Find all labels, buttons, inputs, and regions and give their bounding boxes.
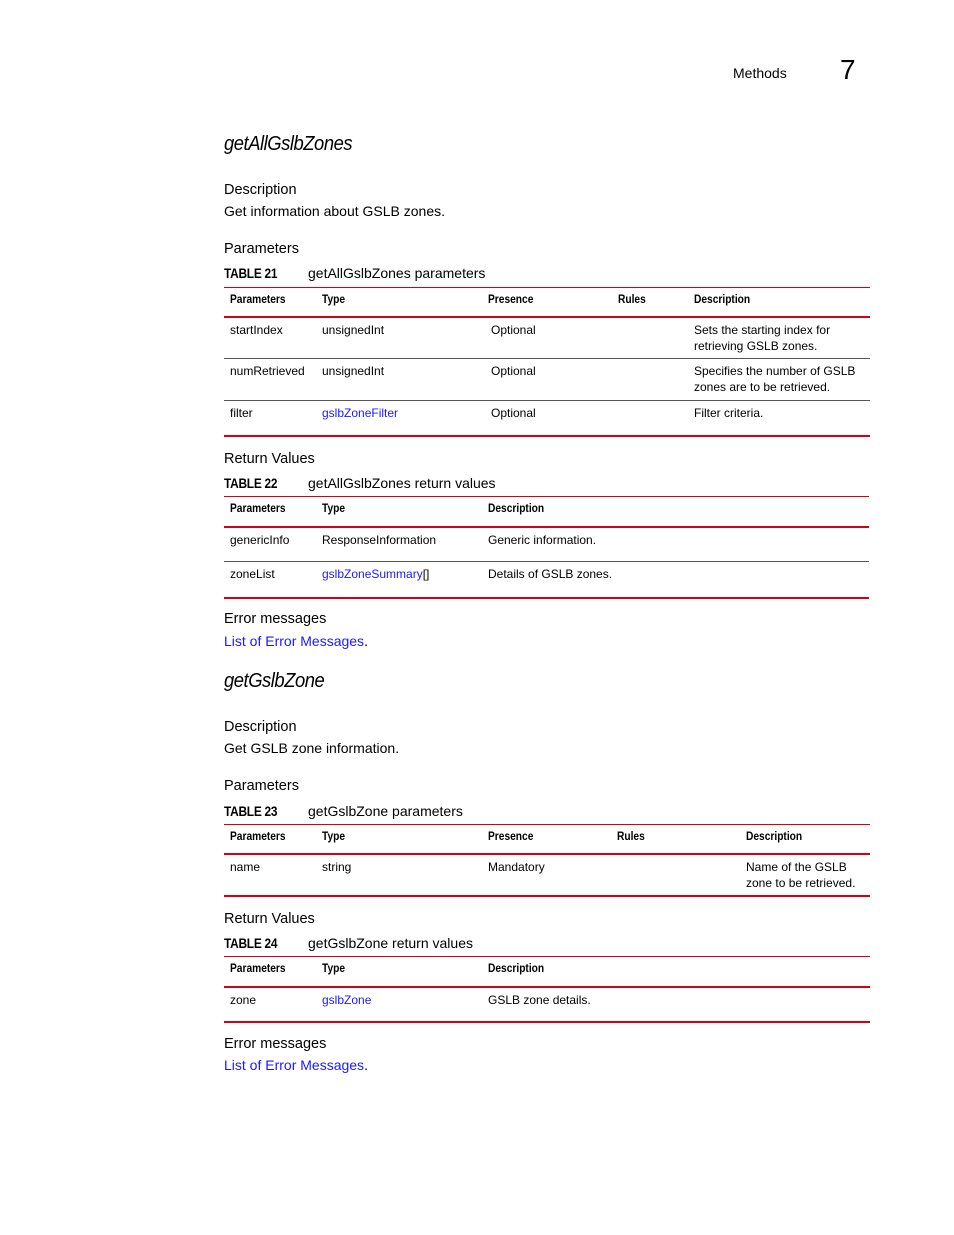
type-cell bbox=[316, 562, 482, 598]
param-cell: genericInfo bbox=[230, 532, 290, 547]
table-title: getAllGslbZones return values bbox=[308, 475, 496, 491]
description-cell: GSLB zone details. bbox=[488, 992, 591, 1007]
description-cell: Specifies the number of GSLB zones are to be retrieved. bbox=[694, 364, 856, 394]
table-row bbox=[224, 987, 870, 1022]
param-cell: filter bbox=[230, 406, 253, 420]
column-header: Parameters bbox=[230, 961, 286, 975]
param-cell: zoneList bbox=[230, 567, 275, 581]
table-number: TABLE 24 bbox=[224, 935, 278, 951]
error-messages-heading: Error messages bbox=[224, 1036, 327, 1052]
parameters-heading: Parameters bbox=[224, 778, 299, 794]
param-cell: name bbox=[230, 859, 261, 874]
column-header: Type bbox=[322, 501, 346, 515]
presence-cell: Optional bbox=[491, 322, 536, 337]
error-messages-heading: Error messages bbox=[224, 611, 327, 627]
table-row bbox=[224, 317, 870, 359]
table-caption bbox=[224, 265, 485, 281]
table-title: getGslbZone return values bbox=[308, 935, 473, 951]
return-values-heading: Return Values bbox=[224, 451, 315, 467]
column-header: Rules bbox=[617, 829, 645, 843]
table-number: TABLE 23 bbox=[224, 803, 278, 819]
description-cell: Filter criteria. bbox=[694, 406, 764, 420]
table-row bbox=[224, 854, 870, 896]
error-messages-line: List of Error Messages. bbox=[224, 1057, 368, 1073]
table-number: TABLE 22 bbox=[224, 475, 278, 491]
description-text: Get information about GSLB zones. bbox=[224, 203, 446, 219]
column-header: Description bbox=[488, 961, 545, 975]
table-title: getGslbZone parameters bbox=[308, 803, 463, 819]
rules-cell bbox=[611, 854, 740, 896]
description-cell: Sets the starting index for retrieving GSLB zones. bbox=[694, 322, 831, 353]
type-cell: string bbox=[322, 859, 352, 874]
error-list-link[interactable]: List of Error Messages bbox=[224, 633, 365, 649]
presence-cell: Optional bbox=[491, 364, 536, 378]
table-caption bbox=[224, 475, 496, 491]
array-suffix: [] bbox=[422, 567, 430, 581]
parameters-table bbox=[224, 287, 870, 437]
description-cell: Details of GSLB zones. bbox=[488, 567, 613, 581]
column-header: Description bbox=[746, 829, 803, 843]
column-header: Description bbox=[694, 292, 751, 306]
parameters-table bbox=[224, 824, 870, 897]
table-row bbox=[224, 359, 870, 401]
type-cell: unsignedInt bbox=[322, 364, 385, 378]
type-link[interactable]: gslbZoneFilter bbox=[322, 406, 399, 420]
error-list-link[interactable]: List of Error Messages bbox=[224, 1057, 365, 1073]
table-caption bbox=[224, 803, 463, 819]
rules-cell bbox=[612, 359, 688, 401]
table-row bbox=[224, 527, 869, 562]
type-cell bbox=[316, 401, 482, 436]
column-header: Type bbox=[322, 829, 346, 843]
type-link[interactable]: gslbZoneSummary bbox=[322, 567, 423, 581]
presence-cell: Optional bbox=[491, 406, 536, 420]
table-row bbox=[224, 562, 869, 598]
section-title: getGslbZone bbox=[224, 670, 325, 692]
type-cell: ResponseInformation bbox=[322, 532, 437, 547]
type-cell: unsignedInt bbox=[322, 322, 385, 337]
column-header: Rules bbox=[618, 292, 646, 306]
error-messages-line: List of Error Messages. bbox=[224, 633, 368, 649]
return-values-table bbox=[224, 956, 870, 1023]
table-title: getAllGslbZones parameters bbox=[308, 265, 486, 281]
rules-cell bbox=[612, 401, 688, 436]
column-header: Parameters bbox=[230, 829, 286, 843]
table-row bbox=[224, 401, 870, 436]
return-values-table bbox=[224, 496, 869, 599]
param-cell: numRetrieved bbox=[230, 364, 305, 378]
type-link[interactable]: gslbZone bbox=[322, 992, 372, 1007]
param-cell: zone bbox=[230, 992, 257, 1007]
description-cell: Name of the GSLB zone to be retrieved. bbox=[746, 859, 856, 890]
column-header: Parameters bbox=[230, 292, 286, 306]
rules-cell bbox=[612, 317, 688, 359]
description-heading: Description bbox=[224, 182, 297, 198]
running-header-section: Methods bbox=[733, 65, 787, 81]
presence-cell: Mandatory bbox=[488, 859, 545, 874]
column-header: Presence bbox=[488, 829, 534, 843]
section-title: getAllGslbZones bbox=[224, 133, 353, 155]
column-header: Presence bbox=[488, 292, 534, 306]
column-header: Type bbox=[322, 961, 346, 975]
table-caption bbox=[224, 935, 473, 951]
column-header: Type bbox=[322, 292, 346, 306]
table-number: TABLE 21 bbox=[224, 265, 278, 281]
column-header: Parameters bbox=[230, 501, 286, 515]
param-cell: startIndex bbox=[230, 322, 283, 337]
return-values-heading: Return Values bbox=[224, 911, 315, 927]
description-text: Get GSLB zone information. bbox=[224, 740, 400, 756]
column-header: Description bbox=[488, 501, 545, 515]
description-cell: Generic information. bbox=[488, 532, 597, 547]
parameters-heading: Parameters bbox=[224, 241, 299, 257]
chapter-number: 7 bbox=[840, 54, 856, 85]
type-cell bbox=[316, 987, 482, 1022]
description-heading: Description bbox=[224, 719, 297, 735]
